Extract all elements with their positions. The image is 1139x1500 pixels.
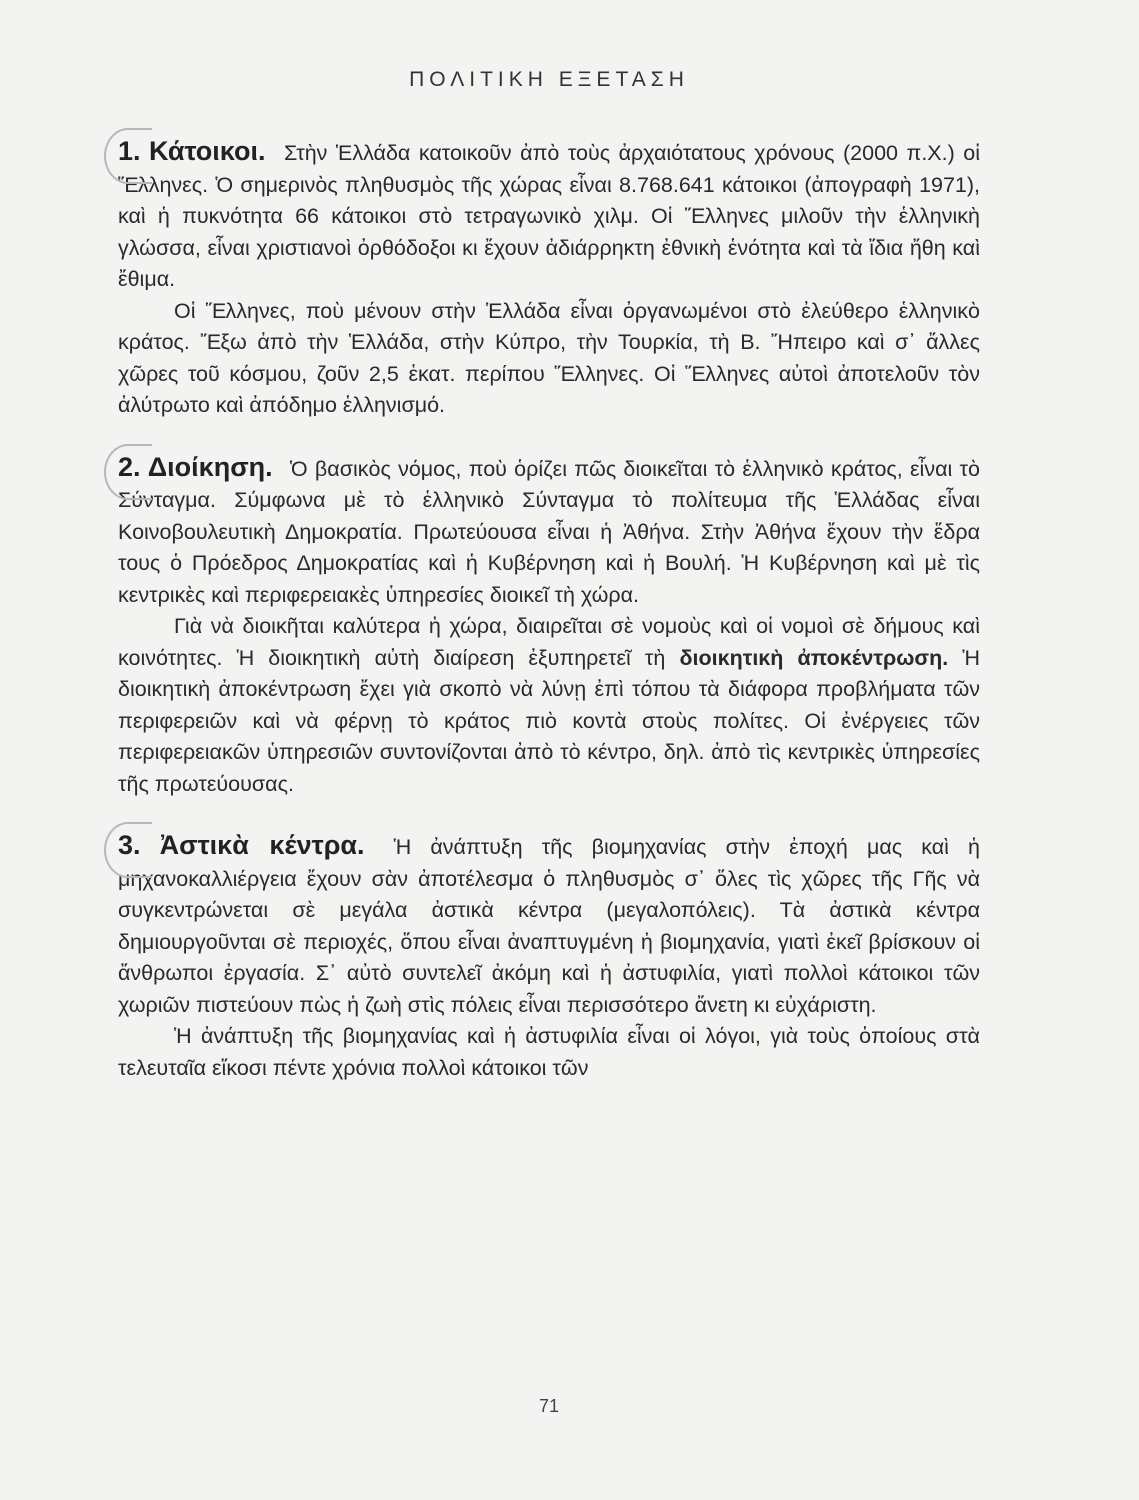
section-dioikisi (118, 452, 980, 801)
section-number: 3. (118, 830, 141, 860)
paragraph-text: Ἡ ἀνάπτυξη τῆς βιομηχανίας στὴν ἐποχή μας καὶ ἡ μηχανοκαλλιέργεια ἔχουν σὰν ἀποτέλεσμα ὁ πληθυσμὸς σ᾿ ὅλες τὶς χῶρες τῆς Γῆς νὰ συγκεντρώνεται σὲ μεγάλα ἀστικὰ κέντρα (μεγαλοπόλεις). Τὰ ἀστικὰ κέντρα δημιουργοῦνται σὲ περιοχές, ὅπου εἶναι ἀναπτυγμένη ἡ βιομηχανία, γιατὶ ἐκεῖ βρίσκουν οἱ ἄνθρωποι ἐργασία. Σ᾿ αὐτὸ συντελεῖ ἀκόμη καὶ ἡ ἀστυφιλία, γιατὶ πολλοὶ κάτοικοι τῶν χωριῶν πιστεύουν πὼς ἡ ζωὴ στὶς πόλεις εἶναι περισσότερο ἄνετη κι εὐχάριστη. (118, 835, 980, 1017)
book-page (118, 68, 980, 1468)
page-number: 71 (538, 1396, 560, 1416)
section-astika-kentra (118, 830, 980, 1084)
paragraph-text: Γιὰ νὰ διοικῆται καλύτερα ἡ χώρα, διαιρεῖται σὲ νομοὺς καὶ οἱ νομοὶ σὲ δήμους καὶ κοινότητες. Ἡ διοικητικὴ αὐτὴ διαίρεση ἐξυπηρετεῖ τὴ (118, 614, 980, 670)
paragraph-text: Στὴν Ἑλλάδα κατοικοῦν ἀπὸ τοὺς ἀρχαιότατους χρόνους (2000 π.Χ.) οἱ Ἕλληνες. Ὁ σημερινὸς πληθυσμὸς τῆς χώρας εἶναι 8.768.641 κάτοικοι (ἀπογραφὴ 1971), καὶ ἡ πυκνότητα 66 κάτοικοι στὸ τετραγωνικὸ χιλμ. Οἱ Ἕλληνες μιλοῦν τὴν ἑλληνικὴ γλώσσα, εἶναι χριστιανοὶ ὀρθόδοξοι κι ἔχουν ἀδιάρρηκτη ἐθνικὴ ἑνότητα καὶ τὰ ἴδια ἤθη καὶ ἔθιμα. (118, 141, 980, 291)
section-paragraph (118, 611, 980, 800)
page-header: ΠΟΛΙΤΙΚΗ ΕΞΕΤΑΣΗ (409, 68, 689, 91)
paragraph-text: Ἡ διοικητικὴ ἀποκέντρωση ἔχει γιὰ σκοπὸ νὰ λύνῃ ἐπὶ τόπου τὰ διάφορα προβλήματα τῶν περιφερειῶν καὶ νὰ φέρνῃ τὸ κράτος πιὸ κοντὰ στοὺς πολίτες. Οἱ ἐνέργειες τῶν περιφερειακῶν ὑπηρεσιῶν συντονίζονται ἀπὸ τὸ κέντρο, δηλ. ἀπὸ τὶς κεντρικὲς ὑπηρεσίες τῆς πρωτεύουσας. (118, 645, 980, 796)
section-title: Ἀστικὰ κέντρα. (159, 830, 365, 860)
section-katoikoi (118, 136, 980, 422)
section-number: 2. (118, 451, 141, 482)
section-number: 1. (118, 136, 141, 166)
section-paragraph: Ἡ ἀνάπτυξη τῆς βιομηχανίας καὶ ἡ ἀστυφιλία εἶναι οἱ λόγοι, γιὰ τοὺς ὁποίους στὰ τελευταῖα εἴκοσι πέντε χρόνια πολλοὶ κάτοικοι τῶν (118, 1024, 980, 1080)
section-paragraph (118, 136, 980, 296)
paragraph-text: Ὁ βασικὸς νόμος, ποὺ ὁρίζει πῶς διοικεῖται τὸ ἑλληνικὸ κράτος, εἶναι τὸ Σύνταγμα. Σύμφωνα μὲ τὸ ἑλληνικὸ Σύνταγμα τὸ πολίτευμα τῆς Ἑλλάδας εἶναι Κοινοβουλευτικὴ Δημοκρατία. Πρωτεύουσα εἶναι ἡ Ἀθήνα. Στὴν Ἀθήνα ἔχουν τὴν ἕδρα τους ὁ Πρόεδρος Δημοκρατίας καὶ ἡ Κυβέρνηση καὶ ἡ Βουλή. Ἡ Κυβέρνηση καὶ μὲ τὶς κεντρικὲς καὶ περιφερειακὲς ὑπηρεσίες διοικεῖ τὴ χώρα. (118, 456, 980, 607)
section-paragraph (118, 830, 980, 1021)
bold-term: διοικητικὴ ἀποκέντρωση. (679, 645, 949, 670)
section-title: Διοίκηση. (147, 451, 273, 482)
section-title: Κάτοικοι. (149, 136, 266, 166)
section-paragraph (118, 452, 980, 612)
section-paragraph: Οἱ Ἕλληνες, ποὺ μένουν στὴν Ἑλλάδα εἶναι ὀργανωμένοι στὸ ἐλεύθερο ἑλληνικὸ κράτος. Ἔξω ἀπὸ τὴν Ἑλλάδα, στὴν Κύπρο, τὴν Τουρκία, τὴ Β. Ἤπειρο καὶ σ᾿ ἄλλες χῶρες τοῦ κόσμου, ζοῦν 2,5 ἑκατ. περίπου Ἕλληνες. Οἱ Ἕλληνες αὐτοὶ ἀποτελοῦν τὸν ἀλύτρωτο καὶ ἀπόδημο ἑλληνισμό. (118, 298, 980, 417)
